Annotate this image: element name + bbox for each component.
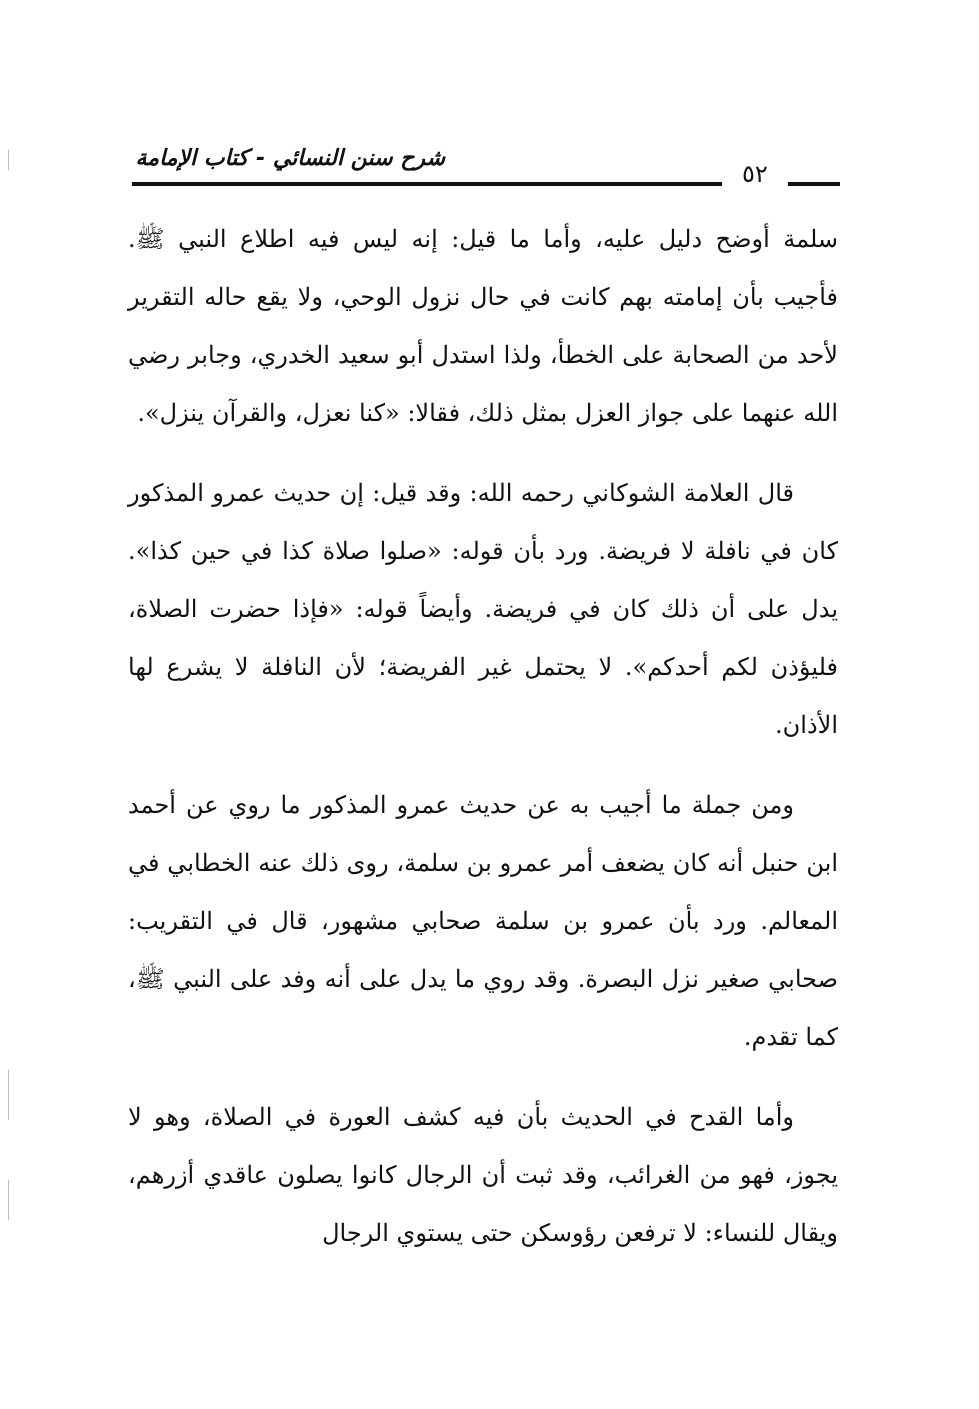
paragraph-2: قال العلامة الشوكاني رحمه الله: وقد قيل: إن حديث عمرو المذكور كان في نافلة لا فريضة. ورد بأن قوله: «صلوا صلاة كذا في حين كذا». يدل على أن ذلك كان في فريضة. وأيضاً قوله: «فإذا حضرت الصلاة، فليؤذن لكم أحدكم». لا يحتمل غير الفريضة؛ لأن النافلة لا يشرع لها الأذان. [128,479,838,739]
paragraph-4: وأما القدح في الحديث بأن فيه كشف العورة في الصلاة، وهو لا يجوز، فهو من الغرائب، وقد ثبت أن الرجال كانوا يصلون عاقدي أزرهم، ويقال للنساء: لا ترفعن رؤوسكن حتى يستوي الرجال [128,1103,839,1247]
scan-edge-mark [8,1070,9,1120]
header-rule [132,182,722,186]
page-number: ٥٢ [742,160,768,188]
body-text [128,210,838,1284]
scan-edge-mark [8,1180,9,1220]
scan-edge-mark [8,150,9,170]
header-rule-short [788,182,840,186]
page-header [120,140,840,200]
paragraph-1: سلمة أوضح دليل عليه، وأما ما قيل: إنه ليس فيه اطلاع النبي ﷺ. فأجيب بأن إمامته بهم كانت في حال نزول الوحي، ولا يقع حاله التقرير لأحد من الصحابة على الخطأ، ولذا استدل أبو سعيد الخدري، وجابر رضي الله عنهما على جواز العزل بمثل ذلك، فقالا: «كنا نعزل، والقرآن ينزل». [128,225,838,427]
paragraph-3: ومن جملة ما أجيب به عن حديث عمرو المذكور ما روي عن أحمد ابن حنبل أنه كان يضعف أمر عمرو بن سلمة، روى ذلك عنه الخطابي في المعالم. ورد بأن عمرو بن سلمة صحابي مشهور، قال في التقريب: صحابي صغير نزل البصرة. وقد روي ما يدل على أنه وفد على النبي ﷺ، كما تقدم. [128,791,838,1051]
running-title: شرح سنن النسائي - كتاب الإمامة [135,146,445,171]
